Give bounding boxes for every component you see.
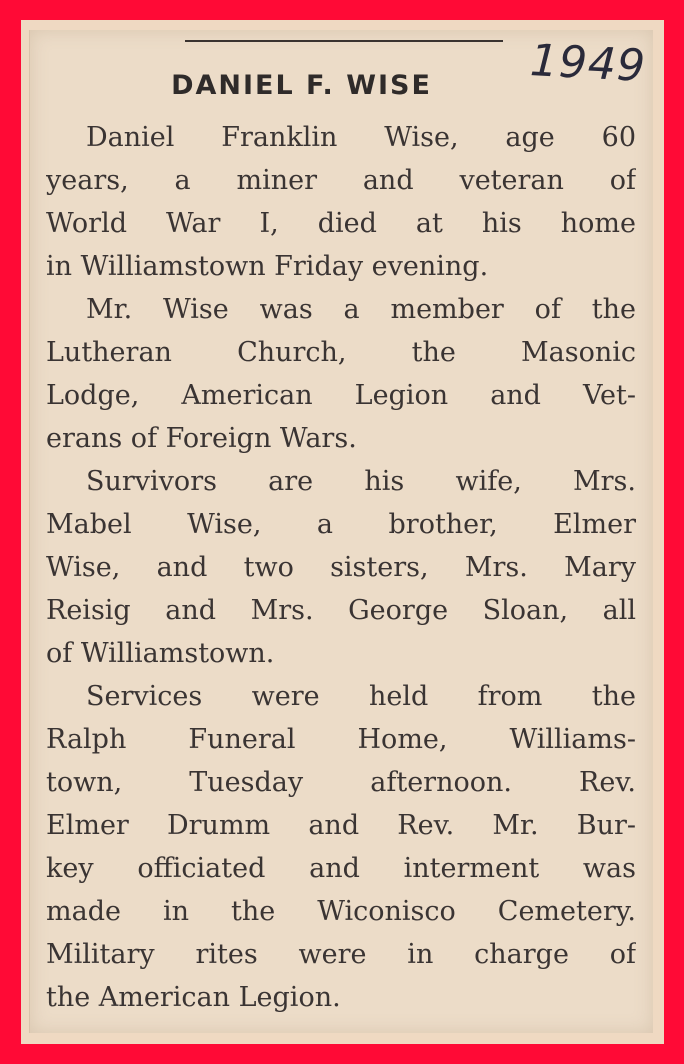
obituary-paragraph <box>46 460 636 675</box>
obituary-title: DANIEL F. WISE <box>171 70 432 101</box>
text-line: of Williamstown. <box>46 638 275 669</box>
obituary-paragraph <box>46 675 636 1019</box>
text-line: Wise, and two sisters, Mrs. Mary <box>46 552 636 583</box>
text-line: Services were held from the <box>86 681 636 712</box>
newspaper-clipping <box>29 30 653 1033</box>
text-line: Ralph Funeral Home, Williams- <box>46 724 636 755</box>
text-line: Reisig and Mrs. George Sloan, all <box>46 595 636 626</box>
text-line: erans of Foreign Wars. <box>46 423 357 454</box>
text-line: key officiated and interment was <box>46 853 636 884</box>
text-line: the American Legion. <box>46 982 341 1013</box>
text-line: Mr. Wise was a member of the <box>86 294 636 325</box>
obituary-paragraph <box>46 116 636 288</box>
text-line: Military rites were in charge of <box>46 939 636 970</box>
text-line: town, Tuesday afternoon. Rev. <box>46 767 636 798</box>
handwritten-year: 1949 <box>528 34 648 93</box>
text-line: World War I, died at his home <box>46 208 636 239</box>
top-rule <box>185 40 503 42</box>
photo-mat <box>21 20 664 1044</box>
text-line: Daniel Franklin Wise, age 60 <box>86 122 636 153</box>
text-line: Lodge, American Legion and Vet- <box>46 380 636 411</box>
text-line: Mabel Wise, a brother, Elmer <box>46 509 636 540</box>
text-line: in Williamstown Friday evening. <box>46 251 489 282</box>
text-line: Lutheran Church, the Masonic <box>46 337 636 368</box>
text-line: years, a miner and veteran of <box>46 165 636 196</box>
text-line: Survivors are his wife, Mrs. <box>86 466 636 497</box>
text-line: made in the Wiconisco Cemetery. <box>46 896 636 927</box>
obituary-body <box>46 116 636 1019</box>
text-line: Elmer Drumm and Rev. Mr. Bur- <box>46 810 636 841</box>
obituary-paragraph <box>46 288 636 460</box>
